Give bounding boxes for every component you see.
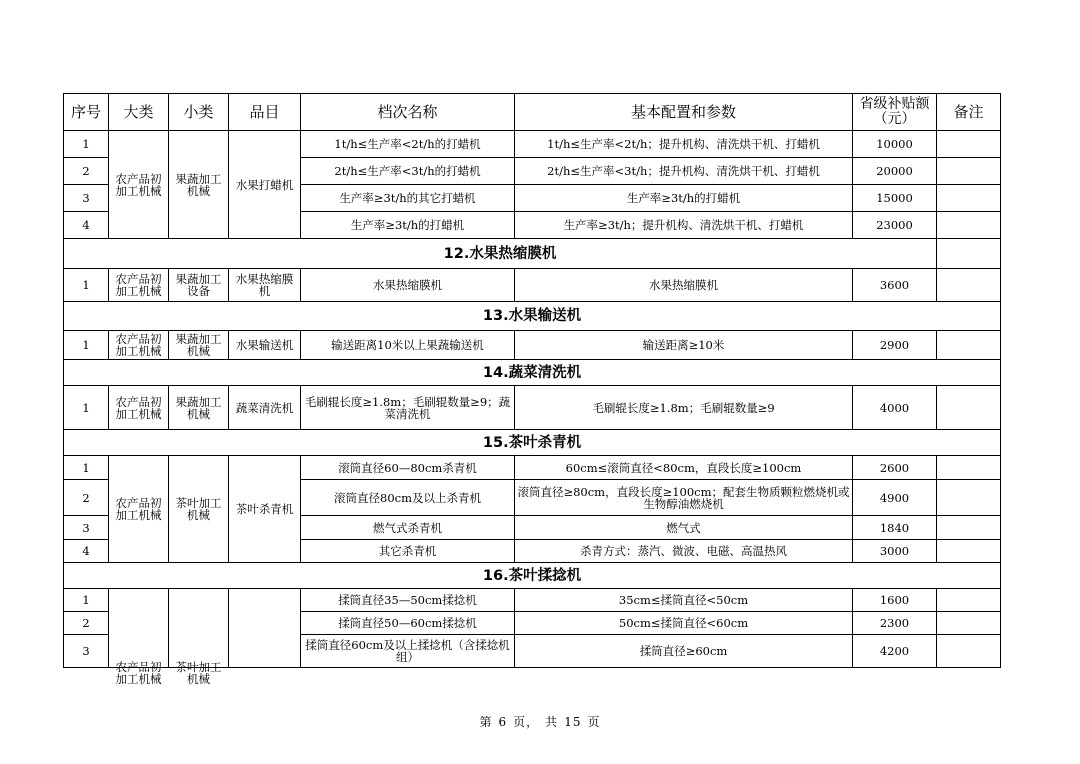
- cell-subsidy: 3000: [853, 540, 937, 563]
- header-category: 大类: [109, 94, 169, 131]
- cell-note: [937, 386, 1001, 430]
- cell-note: [937, 212, 1001, 239]
- cell-grade-name: 生产率≥3t/h的其它打蜡机: [301, 185, 515, 212]
- cell-config: 燃气式: [515, 516, 853, 540]
- cell-note: [937, 516, 1001, 540]
- header-subsidy: 省级补贴额（元）: [853, 94, 937, 131]
- cell-config: 揉筒直径≥60cm: [515, 635, 853, 668]
- cell-grade-name: 滚筒直径80cm及以上杀青机: [301, 480, 515, 516]
- cell-subsidy: 20000: [853, 158, 937, 185]
- cell-config: 输送距离≥10米: [515, 331, 853, 360]
- footer-page-unit: 页，: [513, 715, 540, 729]
- cell-category: 农产品初加工机械: [109, 269, 169, 302]
- cell-config: 生产率≥3t/h；提升机构、清洗烘干机、打蜡机: [515, 212, 853, 239]
- cell-config: 水果热缩膜机: [515, 269, 853, 302]
- table-row: [64, 589, 1001, 612]
- footer-page-number: 6: [498, 715, 508, 729]
- section-header-row: [64, 563, 1001, 589]
- header-note: 备注: [937, 94, 1001, 131]
- cell-seq: 2: [64, 480, 109, 516]
- cell-subsidy: 15000: [853, 185, 937, 212]
- cell-subsidy: 3600: [853, 269, 937, 302]
- cell-note: [937, 635, 1001, 668]
- cell-item: 蔬菜清洗机: [229, 386, 301, 430]
- page-footer: [0, 713, 1080, 730]
- section-title: 15.茶叶杀青机: [64, 430, 1001, 456]
- cell-grade-name: 燃气式杀青机: [301, 516, 515, 540]
- table-row: [64, 331, 1001, 360]
- cell-grade-name: 毛刷辊长度≥1.8m；毛刷辊数量≥9；蔬菜清洗机: [301, 386, 515, 430]
- section-header-row: [64, 302, 1001, 331]
- cell-subcategory: [169, 589, 229, 686]
- cell-subsidy: 2900: [853, 331, 937, 360]
- cell-subsidy: 23000: [853, 212, 937, 239]
- subsidy-table: [63, 93, 1001, 686]
- cell-seq: 3: [64, 185, 109, 212]
- cell-note: [937, 185, 1001, 212]
- cell-config: 杀青方式：蒸汽、微波、电磁、高温热风: [515, 540, 853, 563]
- table-row: [64, 456, 1001, 480]
- cell-config: 35cm≤揉筒直径<50cm: [515, 589, 853, 612]
- cell-subcategory: 茶叶加工机械: [169, 456, 229, 563]
- cell-config: 2t/h≤生产率<3t/h；提升机构、清洗烘干机、打蜡机: [515, 158, 853, 185]
- cell-note: [937, 612, 1001, 635]
- cell-grade-name: 水果热缩膜机: [301, 269, 515, 302]
- cell-category: 农产品初加工机械: [109, 131, 169, 239]
- cell-subsidy: 1600: [853, 589, 937, 612]
- table-row: [64, 131, 1001, 158]
- table-row: [64, 386, 1001, 430]
- cell-grade-name: 2t/h≤生产率<3t/h的打蜡机: [301, 158, 515, 185]
- cell-seq: 1: [64, 331, 109, 360]
- cell-subsidy: 2300: [853, 612, 937, 635]
- cell-item: 水果热缩膜机: [229, 269, 301, 302]
- header-row: [64, 94, 1001, 131]
- cell-item: [229, 589, 301, 668]
- cell-config: 1t/h≤生产率<2t/h；提升机构、清洗烘干机、打蜡机: [515, 131, 853, 158]
- cell-subcategory: 果蔬加工设备: [169, 269, 229, 302]
- cell-note: [937, 239, 1001, 269]
- cell-seq: 3: [64, 635, 109, 668]
- cell-seq: 3: [64, 516, 109, 540]
- table-row: [64, 269, 1001, 302]
- header-config: 基本配置和参数: [515, 94, 853, 131]
- section-title: 14.蔬菜清洗机: [64, 360, 1001, 386]
- cell-seq: 2: [64, 158, 109, 185]
- cell-subcategory-text: 茶叶加工机械: [175, 660, 222, 686]
- cell-seq: 1: [64, 589, 109, 612]
- cell-subsidy: 4200: [853, 635, 937, 668]
- cell-config: 毛刷辊长度≥1.8m；毛刷辊数量≥9: [515, 386, 853, 430]
- header-subcategory: 小类: [169, 94, 229, 131]
- header-grade-name: 档次名称: [301, 94, 515, 131]
- cell-grade-name: 输送距离10米以上果蔬输送机: [301, 331, 515, 360]
- cell-category-text: 农产品初加工机械: [115, 660, 162, 686]
- cell-note: [937, 331, 1001, 360]
- cell-seq: 4: [64, 540, 109, 563]
- cell-config: 生产率≥3t/h的打蜡机: [515, 185, 853, 212]
- cell-category: [109, 589, 169, 686]
- cell-grade-name: 揉筒直径60cm及以上揉捻机（含揉捻机组）: [301, 635, 515, 668]
- cell-seq: 4: [64, 212, 109, 239]
- cell-grade-name: 其它杀青机: [301, 540, 515, 563]
- footer-total-unit: 页: [587, 715, 601, 729]
- section-header-row: [64, 239, 1001, 269]
- cell-subsidy: 2600: [853, 456, 937, 480]
- cell-config: 60cm≤滚筒直径<80cm，直段长度≥100cm: [515, 456, 853, 480]
- cell-subsidy: 4900: [853, 480, 937, 516]
- cell-category: 农产品初加工机械: [109, 456, 169, 563]
- cell-config: 50cm≤揉筒直径<60cm: [515, 612, 853, 635]
- cell-category: 农产品初加工机械: [109, 386, 169, 430]
- section-title: 12.水果热缩膜机: [64, 239, 937, 269]
- section-header-row: [64, 360, 1001, 386]
- cell-grade-name: 滚筒直径60—80cm杀青机: [301, 456, 515, 480]
- header-item: 品目: [229, 94, 301, 131]
- cell-seq: 2: [64, 612, 109, 635]
- cell-note: [937, 269, 1001, 302]
- cell-subcategory: 果蔬加工机械: [169, 331, 229, 360]
- cell-grade-name: 揉筒直径50—60cm揉捻机: [301, 612, 515, 635]
- cell-seq: 1: [64, 456, 109, 480]
- cell-note: [937, 131, 1001, 158]
- cell-item: 水果打蜡机: [229, 131, 301, 239]
- cell-item: 茶叶杀青机: [229, 456, 301, 563]
- cell-grade-name: 1t/h≤生产率<2t/h的打蜡机: [301, 131, 515, 158]
- cell-note: [937, 480, 1001, 516]
- cell-subsidy: 1840: [853, 516, 937, 540]
- section-title: 16.茶叶揉捻机: [64, 563, 1001, 589]
- footer-total-label: 共: [545, 715, 559, 729]
- footer-page-label: 第: [479, 715, 493, 729]
- footer-total-number: 15: [564, 715, 582, 729]
- section-title: 13.水果输送机: [64, 302, 1001, 331]
- cell-subcategory: 果蔬加工机械: [169, 386, 229, 430]
- cell-grade-name: 生产率≥3t/h的打蜡机: [301, 212, 515, 239]
- cell-category: 农产品初加工机械: [109, 331, 169, 360]
- cell-note: [937, 158, 1001, 185]
- cell-subsidy: 10000: [853, 131, 937, 158]
- header-seq: 序号: [64, 94, 109, 131]
- cell-seq: 1: [64, 386, 109, 430]
- cell-seq: 1: [64, 131, 109, 158]
- cell-note: [937, 540, 1001, 563]
- cell-config: 滚筒直径≥80cm，直段长度≥100cm；配套生物质颗粒燃烧机或生物醇油燃烧机: [515, 480, 853, 516]
- cell-note: [937, 589, 1001, 612]
- cell-subcategory: 果蔬加工机械: [169, 131, 229, 239]
- cell-note: [937, 456, 1001, 480]
- cell-seq: 1: [64, 269, 109, 302]
- cell-subsidy: 4000: [853, 386, 937, 430]
- cell-grade-name: 揉筒直径35—50cm揉捻机: [301, 589, 515, 612]
- cell-item: 水果输送机: [229, 331, 301, 360]
- section-header-row: [64, 430, 1001, 456]
